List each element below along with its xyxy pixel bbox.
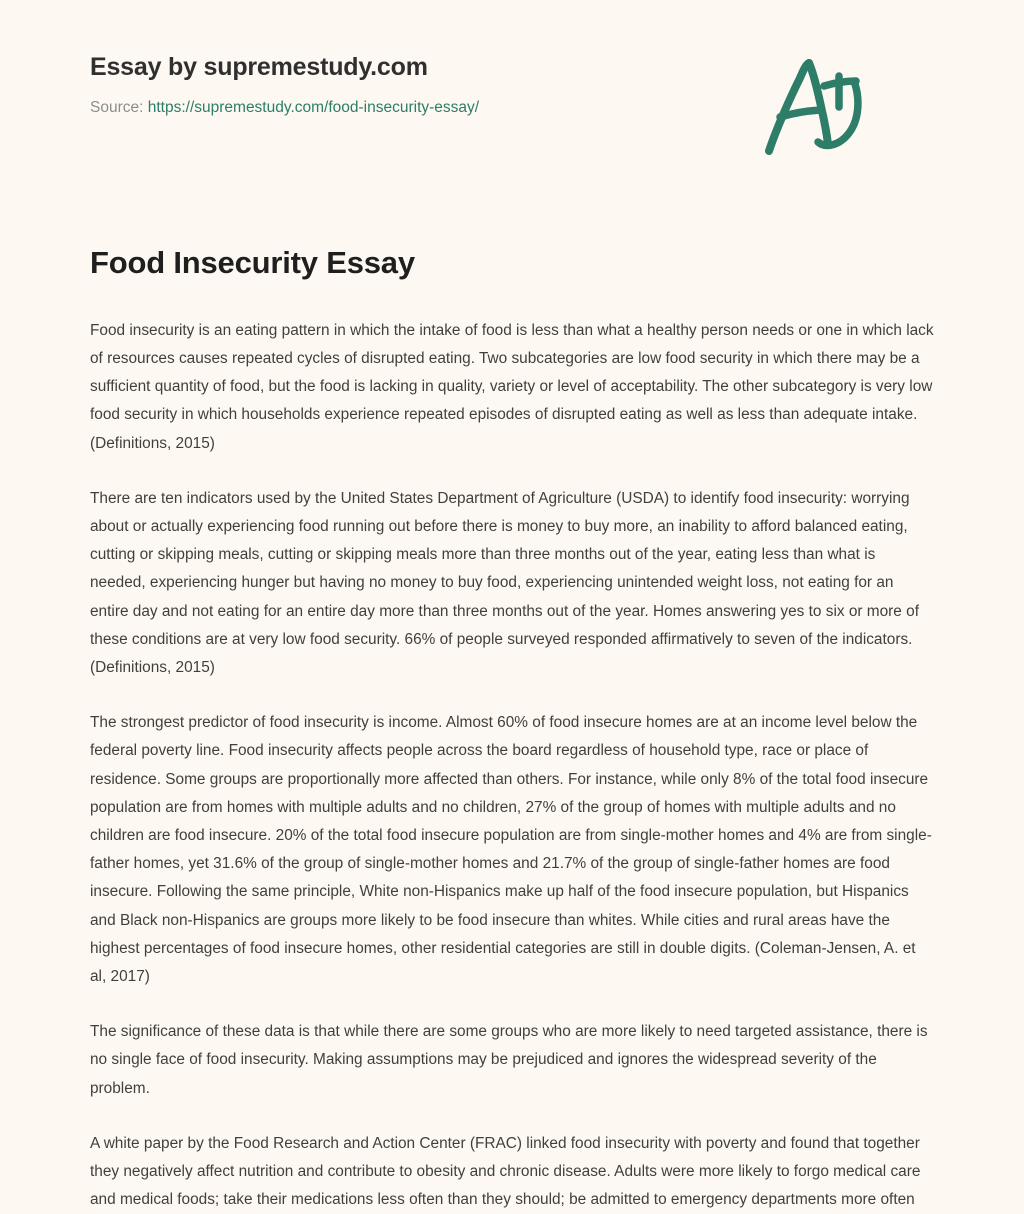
- paragraph: The significance of these data is that while there are some groups who are more likely to need targeted assistance, there is no single face of food insecurity. Making assumptions may be prejudiced and ignores the widespread severity of the problem.: [90, 1023, 928, 1097]
- source-url-link[interactable]: https://supremestudy.com/food-insecurity-essay/: [147, 99, 480, 116]
- essay-body: [90, 317, 934, 1214]
- paragraph: There are ten indicators used by the United States Department of Agriculture (USDA) to identify food insecurity: worrying about or actually experiencing food running out before there is money to buy more, an inability to afford balanced eating, cutting or skipping meals, cutting or skipping meals more than three months out of the year, eating less than what is needed, experiencing hunger but having no money to buy food, experiencing unintended weight loss, not eating for an entire day and not eating for an entire day more than three months out of the year. Homes answering yes to six or more of these conditions are at very low food security. 66% of people surveyed responded affirmatively to seven of the indicators. (Definitions, 2015): [90, 489, 919, 676]
- page-title: Food Insecurity Essay: [90, 245, 415, 280]
- a-plus-logo-icon: [756, 54, 866, 158]
- paragraph: The strongest predictor of food insecurity is income. Almost 60% of food insecure homes are at an income level below the federal poverty line. Food insecurity affects people across the board regardless of household type, race or place of residence. Some groups are proportionally more affected than others. For instance, while only 8% of the total food insecure population are from homes with multiple adults and no children, 27% of the group of homes with multiple adults and no children are food insecure. 20% of the total food insecure population are from single-mother homes and 4% are from single-father homes, yet 31.6% of the group of single-mother homes and 21.7% of the group of single-father homes are food insecure. Following the same principle, White non-Hispanics make up half of the food insecure population, but Hispanics and Black non-Hispanics are groups more likely to be food insecure than whites. While cities and rural areas have the highest percentages of food insecure homes, other residential categories are still in double digits. (Coleman-Jensen, A. et al, 2017): [90, 714, 932, 986]
- paragraph: A white paper by the Food Research and Action Center (FRAC) linked food insecurity with poverty and found that together they negatively affect nutrition and contribute to obesity and chronic disease. Adults were more likely to forgo medical care and medical foods; take their medications less often than they should; be admitted to emergency departments more often: [90, 1134, 921, 1209]
- brand-title: Essay by supremestudy.com: [90, 53, 428, 81]
- paragraph: Food insecurity is an eating pattern in which the intake of food is less than what a healthy person needs or one in which lack of resources causes repeated cycles of disrupted eating. Two subcategories are low food security in which there may be a sufficient quantity of food, but the food is lacking in quality, variety or level of acceptability. The other subcategory is very low food security in which households experience repeated episodes of disrupted eating as well as less than adequate intake. (Definitions, 2015): [90, 321, 934, 452]
- source-label: Source:: [90, 99, 144, 116]
- article: [90, 148, 934, 1214]
- page-header: [90, 0, 934, 148]
